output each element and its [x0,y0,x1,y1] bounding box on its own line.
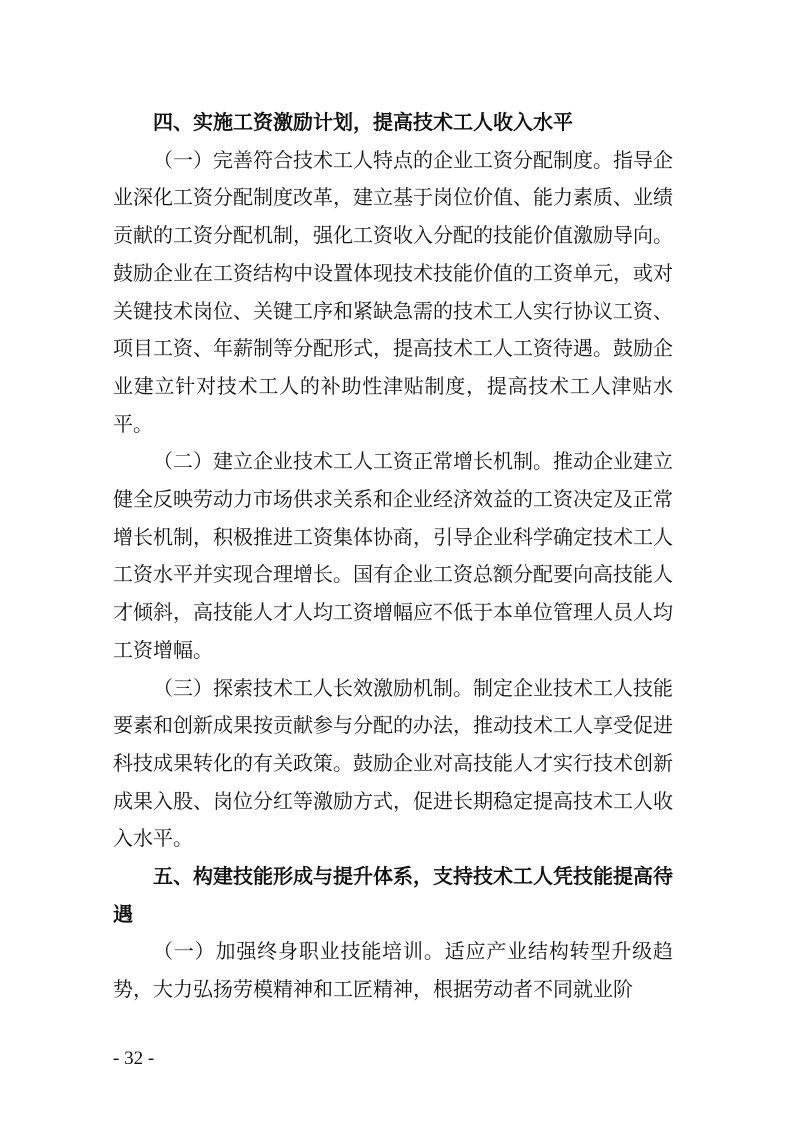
paragraph-4-2: （二）建立企业技术工人工资正常增长机制。推动企业建立健全反映劳动力市场供求关系和企业经济效益的工资决定及正常增长机制，积极推进工资集体协商，引导企业科学确定技术工人工资水平并实现合理增长。国有企业工资总额分配要向高技能人才倾斜，高技能人才人均工资增幅应不低于本单位管理人员人均工资增幅。 [113,449,673,662]
section-heading-5: 五、构建技能形成与提升体系，支持技术工人凭技能提高待遇 [113,864,673,926]
document-body [113,104,673,1009]
paragraph-4-3: （三）探索技术工人长效激励机制。制定企业技术工人技能要素和创新成果按贡献参与分配的办法，推动技术工人享受促进科技成果转化的有关政策。鼓励企业对高技能人才实行技术创新成果入股、岗位分红等激励方式，促进长期稳定提高技术工人收入水平。 [113,675,673,851]
paragraph-4-1: （一）完善符合技术工人特点的企业工资分配制度。指导企业深化工资分配制度改革，建立基于岗位价值、能力素质、业绩贡献的工资分配机制，强化工资收入分配的技能价值激励导向。鼓励企业在工资结构中设置体现技术技能价值的工资单元，或对关键技术岗位、关键工序和紧缺急需的技术工人实行协议工资、项目工资、年薪制等分配形式，提高技术工人工资待遇。鼓励企业建立针对技术工人的补助性津贴制度，提高技术工人津贴水平。 [113,147,673,436]
paragraph-5-1: （一）加强终身职业技能培训。适应产业结构转型升级趋势，大力弘扬劳模精神和工匠精神，根据劳动者不同就业阶 [113,939,673,1002]
section-heading-4: 四、实施工资激励计划，提高技术工人收入水平 [153,110,573,134]
page-number: - 32 - [113,1048,155,1069]
